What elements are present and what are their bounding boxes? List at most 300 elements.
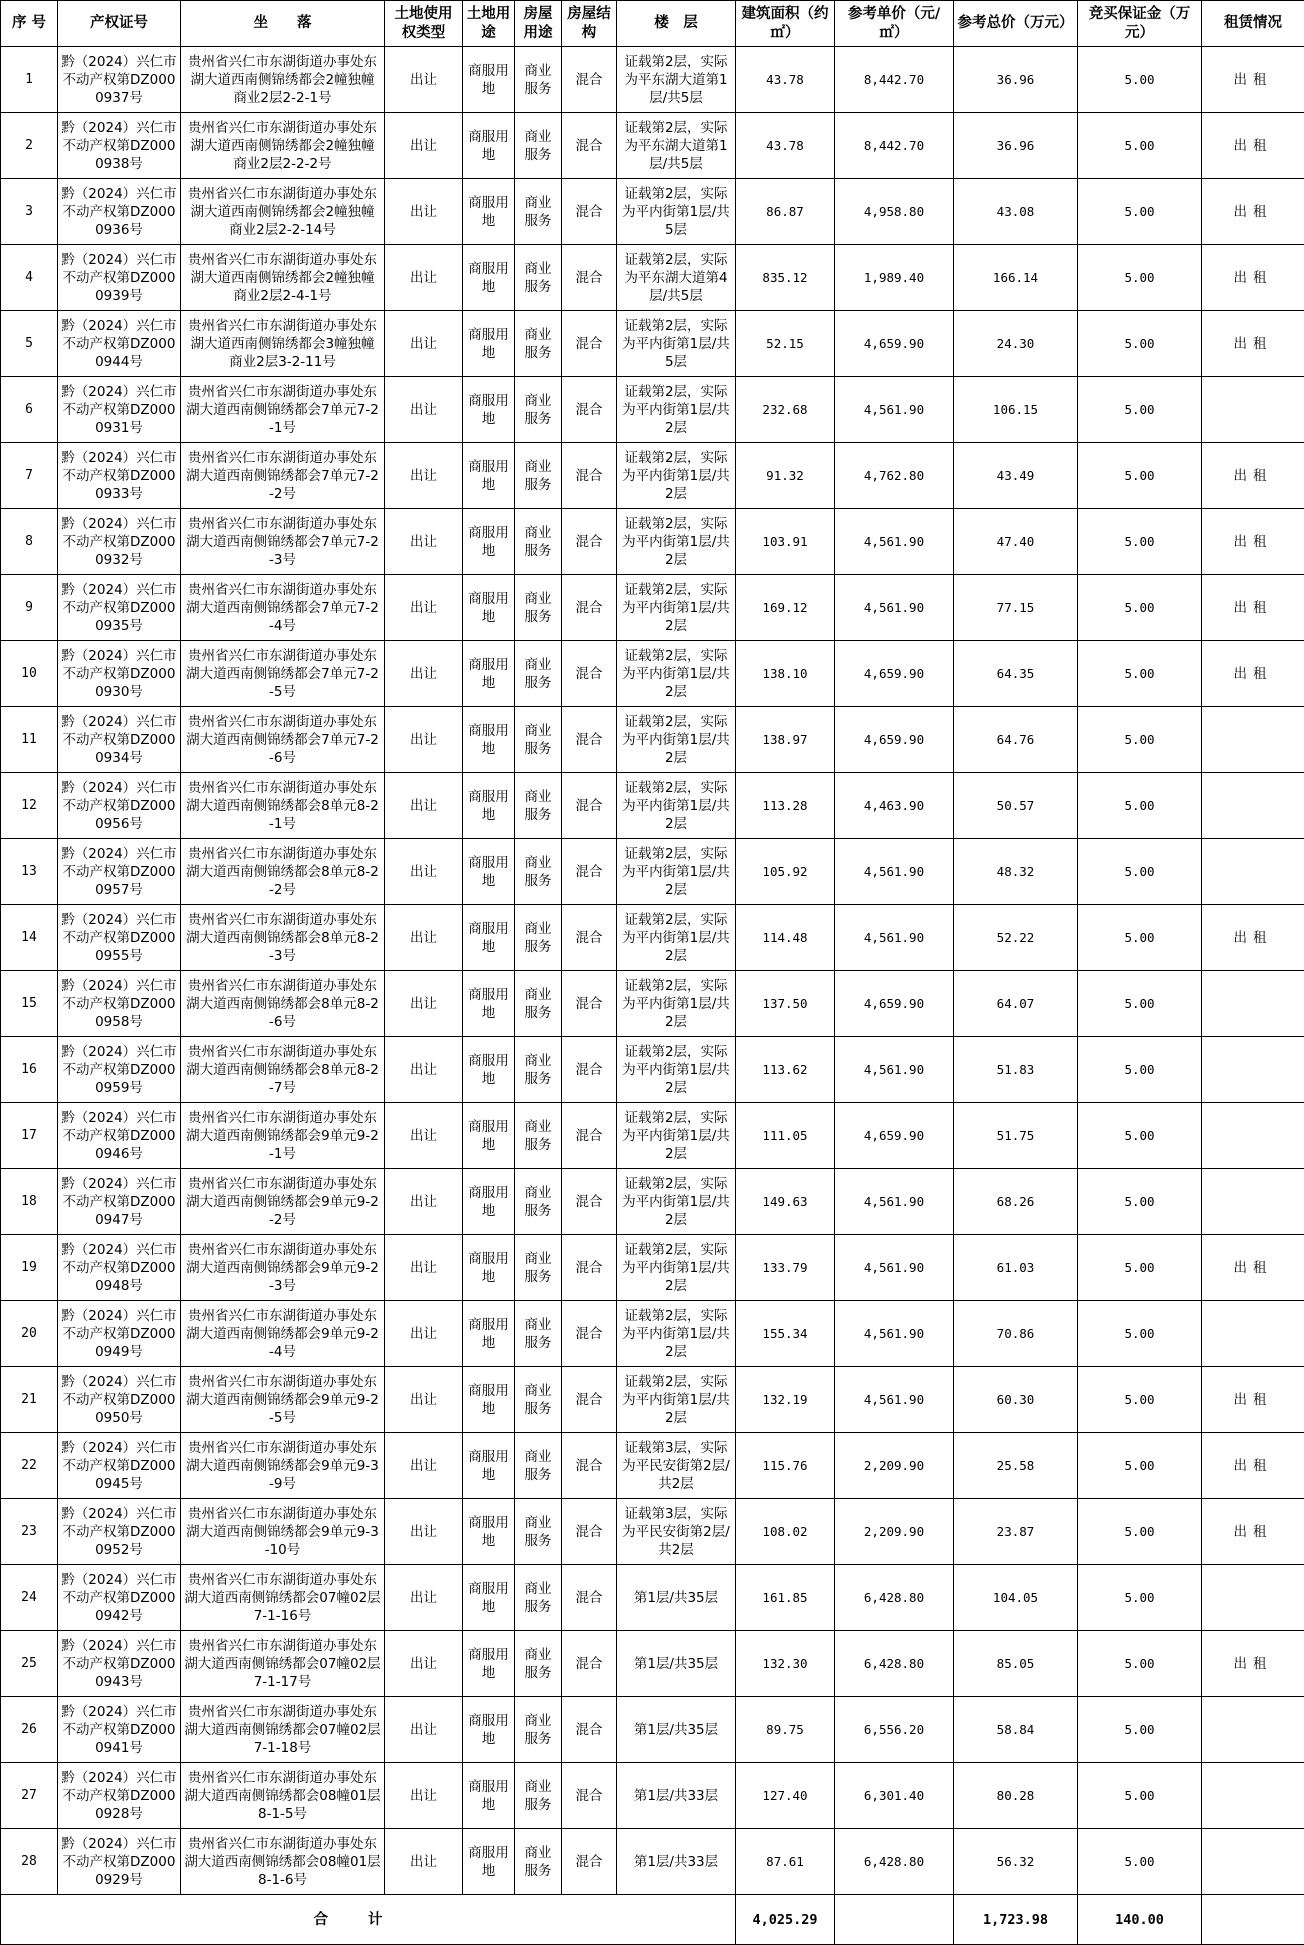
cell-cert-no: 黔（2024）兴仁市不动产权第DZ0000959号 <box>58 1037 181 1103</box>
table-row <box>1 443 1304 509</box>
cell-lease <box>1202 1697 1304 1763</box>
cell-deposit: 5.00 <box>1078 1829 1202 1895</box>
table-row <box>1 1697 1304 1763</box>
cell-area: 835.12 <box>736 245 835 311</box>
cell-house-use: 商业服务 <box>515 1829 562 1895</box>
header-deposit: 竞买保证金（万元） <box>1078 1 1202 47</box>
cell-deposit: 5.00 <box>1078 707 1202 773</box>
cell-seq: 11 <box>1 707 58 773</box>
cell-total-price: 64.76 <box>954 707 1078 773</box>
header-floor: 楼 层 <box>617 1 736 47</box>
cell-deposit: 5.00 <box>1078 839 1202 905</box>
cell-total-price: 60.30 <box>954 1367 1078 1433</box>
cell-location: 贵州省兴仁市东湖街道办事处东湖大道西南侧锦绣都会9单元9-2-5号 <box>181 1367 385 1433</box>
cell-lease: 出租 <box>1202 641 1304 707</box>
cell-unit-price: 4,463.90 <box>835 773 954 839</box>
cell-structure: 混合 <box>562 1433 617 1499</box>
cell-unit-price: 4,561.90 <box>835 1301 954 1367</box>
cell-seq: 27 <box>1 1763 58 1829</box>
cell-unit-price: 4,659.90 <box>835 707 954 773</box>
cell-land-right-type: 出让 <box>385 1235 463 1301</box>
total-label: 合计 <box>1 1895 736 1945</box>
cell-floor: 第1层/共35层 <box>617 1697 736 1763</box>
cell-location: 贵州省兴仁市东湖街道办事处东湖大道西南侧锦绣都会2幢独幢商业2层2-2-1号 <box>181 47 385 113</box>
cell-total-price: 25.58 <box>954 1433 1078 1499</box>
cell-house-use: 商业服务 <box>515 707 562 773</box>
cell-land-right-type: 出让 <box>385 179 463 245</box>
cell-deposit: 5.00 <box>1078 1301 1202 1367</box>
cell-seq: 12 <box>1 773 58 839</box>
cell-structure: 混合 <box>562 971 617 1037</box>
cell-house-use: 商业服务 <box>515 575 562 641</box>
cell-unit-price: 4,659.90 <box>835 311 954 377</box>
cell-house-use: 商业服务 <box>515 905 562 971</box>
cell-lease: 出租 <box>1202 575 1304 641</box>
cell-deposit: 5.00 <box>1078 311 1202 377</box>
cell-structure: 混合 <box>562 1763 617 1829</box>
cell-land-right-type: 出让 <box>385 1631 463 1697</box>
cell-unit-price: 4,561.90 <box>835 905 954 971</box>
cell-location: 贵州省兴仁市东湖街道办事处东湖大道西南侧锦绣都会08幢01层8-1-6号 <box>181 1829 385 1895</box>
cell-location: 贵州省兴仁市东湖街道办事处东湖大道西南侧锦绣都会07幢02层7-1-16号 <box>181 1565 385 1631</box>
cell-structure: 混合 <box>562 47 617 113</box>
cell-total-price: 85.05 <box>954 1631 1078 1697</box>
cell-deposit: 5.00 <box>1078 1037 1202 1103</box>
cell-land-right-type: 出让 <box>385 443 463 509</box>
table-row <box>1 1103 1304 1169</box>
cell-lease <box>1202 1829 1304 1895</box>
cell-floor: 证载第2层，实际为平内街第1层/共2层 <box>617 1235 736 1301</box>
header-lease: 租赁情况 <box>1202 1 1304 47</box>
cell-area: 43.78 <box>736 47 835 113</box>
cell-area: 132.30 <box>736 1631 835 1697</box>
cell-seq: 23 <box>1 1499 58 1565</box>
cell-deposit: 5.00 <box>1078 1235 1202 1301</box>
cell-house-use: 商业服务 <box>515 1037 562 1103</box>
cell-total-price: 166.14 <box>954 245 1078 311</box>
cell-area: 89.75 <box>736 1697 835 1763</box>
cell-total-price: 104.05 <box>954 1565 1078 1631</box>
cell-land-use: 商服用地 <box>463 1565 515 1631</box>
cell-deposit: 5.00 <box>1078 443 1202 509</box>
cell-area: 115.76 <box>736 1433 835 1499</box>
cell-location: 贵州省兴仁市东湖街道办事处东湖大道西南侧锦绣都会07幢02层7-1-18号 <box>181 1697 385 1763</box>
cell-lease <box>1202 1565 1304 1631</box>
cell-cert-no: 黔（2024）兴仁市不动产权第DZ0000934号 <box>58 707 181 773</box>
cell-land-right-type: 出让 <box>385 773 463 839</box>
cell-seq: 25 <box>1 1631 58 1697</box>
cell-location: 贵州省兴仁市东湖街道办事处东湖大道西南侧锦绣都会7单元7-2-6号 <box>181 707 385 773</box>
cell-house-use: 商业服务 <box>515 641 562 707</box>
header-area: 建筑面积（约㎡） <box>736 1 835 47</box>
cell-area: 103.91 <box>736 509 835 575</box>
cell-house-use: 商业服务 <box>515 1103 562 1169</box>
cell-land-right-type: 出让 <box>385 245 463 311</box>
cell-area: 113.28 <box>736 773 835 839</box>
cell-structure: 混合 <box>562 179 617 245</box>
cell-seq: 13 <box>1 839 58 905</box>
cell-floor: 证载第2层，实际为平内街第1层/共2层 <box>617 1301 736 1367</box>
table-row <box>1 1829 1304 1895</box>
cell-floor: 证载第2层，实际为平内街第1层/共2层 <box>617 1037 736 1103</box>
table-row <box>1 113 1304 179</box>
cell-land-use: 商服用地 <box>463 707 515 773</box>
cell-cert-no: 黔（2024）兴仁市不动产权第DZ0000935号 <box>58 575 181 641</box>
cell-seq: 17 <box>1 1103 58 1169</box>
cell-house-use: 商业服务 <box>515 839 562 905</box>
cell-unit-price: 4,762.80 <box>835 443 954 509</box>
cell-seq: 18 <box>1 1169 58 1235</box>
cell-seq: 15 <box>1 971 58 1037</box>
cell-total-price: 23.87 <box>954 1499 1078 1565</box>
cell-land-use: 商服用地 <box>463 1367 515 1433</box>
cell-unit-price: 4,561.90 <box>835 1367 954 1433</box>
cell-total-price: 64.35 <box>954 641 1078 707</box>
cell-structure: 混合 <box>562 773 617 839</box>
cell-house-use: 商业服务 <box>515 311 562 377</box>
cell-house-use: 商业服务 <box>515 773 562 839</box>
table-row <box>1 179 1304 245</box>
cell-house-use: 商业服务 <box>515 971 562 1037</box>
cell-lease <box>1202 971 1304 1037</box>
cell-location: 贵州省兴仁市东湖街道办事处东湖大道西南侧锦绣都会7单元7-2-1号 <box>181 377 385 443</box>
cell-location: 贵州省兴仁市东湖街道办事处东湖大道西南侧锦绣都会9单元9-2-3号 <box>181 1235 385 1301</box>
cell-total-price: 52.22 <box>954 905 1078 971</box>
cell-house-use: 商业服务 <box>515 47 562 113</box>
cell-seq: 2 <box>1 113 58 179</box>
cell-land-right-type: 出让 <box>385 839 463 905</box>
cell-structure: 混合 <box>562 377 617 443</box>
cell-land-right-type: 出让 <box>385 509 463 575</box>
cell-cert-no: 黔（2024）兴仁市不动产权第DZ0000939号 <box>58 245 181 311</box>
table-row <box>1 245 1304 311</box>
cell-unit-price: 4,561.90 <box>835 509 954 575</box>
cell-structure: 混合 <box>562 839 617 905</box>
cell-deposit: 5.00 <box>1078 1631 1202 1697</box>
total-lease <box>1202 1895 1304 1945</box>
cell-total-price: 80.28 <box>954 1763 1078 1829</box>
cell-location: 贵州省兴仁市东湖街道办事处东湖大道西南侧锦绣都会9单元9-2-2号 <box>181 1169 385 1235</box>
cell-house-use: 商业服务 <box>515 1697 562 1763</box>
cell-structure: 混合 <box>562 1697 617 1763</box>
cell-location: 贵州省兴仁市东湖街道办事处东湖大道西南侧锦绣都会8单元8-2-6号 <box>181 971 385 1037</box>
cell-floor: 第1层/共33层 <box>617 1829 736 1895</box>
cell-unit-price: 4,659.90 <box>835 971 954 1037</box>
cell-floor: 证载第2层，实际为平内街第1层/共2层 <box>617 377 736 443</box>
cell-floor: 证载第2层，实际为平内街第1层/共2层 <box>617 773 736 839</box>
cell-unit-price: 6,428.80 <box>835 1565 954 1631</box>
cell-unit-price: 8,442.70 <box>835 47 954 113</box>
cell-land-right-type: 出让 <box>385 905 463 971</box>
cell-land-right-type: 出让 <box>385 311 463 377</box>
cell-deposit: 5.00 <box>1078 641 1202 707</box>
cell-floor: 第1层/共33层 <box>617 1763 736 1829</box>
cell-land-use: 商服用地 <box>463 1235 515 1301</box>
cell-structure: 混合 <box>562 1037 617 1103</box>
cell-floor: 第1层/共35层 <box>617 1565 736 1631</box>
cell-area: 161.85 <box>736 1565 835 1631</box>
cell-structure: 混合 <box>562 245 617 311</box>
cell-seq: 5 <box>1 311 58 377</box>
cell-deposit: 5.00 <box>1078 47 1202 113</box>
cell-land-use: 商服用地 <box>463 839 515 905</box>
cell-land-right-type: 出让 <box>385 1037 463 1103</box>
cell-total-price: 43.49 <box>954 443 1078 509</box>
table-row <box>1 1565 1304 1631</box>
header-structure: 房屋结构 <box>562 1 617 47</box>
cell-land-use: 商服用地 <box>463 641 515 707</box>
cell-area: 43.78 <box>736 113 835 179</box>
cell-land-use: 商服用地 <box>463 245 515 311</box>
cell-total-price: 61.03 <box>954 1235 1078 1301</box>
table-row <box>1 47 1304 113</box>
table-row <box>1 905 1304 971</box>
cell-structure: 混合 <box>562 1367 617 1433</box>
cell-land-use: 商服用地 <box>463 1763 515 1829</box>
cell-floor: 证载第3层，实际为平民安街第2层/共2层 <box>617 1433 736 1499</box>
cell-floor: 证载第2层，实际为平东湖大道第1层/共5层 <box>617 47 736 113</box>
cell-deposit: 5.00 <box>1078 245 1202 311</box>
cell-lease: 出租 <box>1202 47 1304 113</box>
cell-area: 232.68 <box>736 377 835 443</box>
table-row <box>1 1169 1304 1235</box>
cell-land-use: 商服用地 <box>463 377 515 443</box>
cell-land-right-type: 出让 <box>385 575 463 641</box>
cell-house-use: 商业服务 <box>515 443 562 509</box>
cell-total-price: 36.96 <box>954 47 1078 113</box>
cell-structure: 混合 <box>562 1631 617 1697</box>
cell-land-use: 商服用地 <box>463 905 515 971</box>
cell-lease: 出租 <box>1202 113 1304 179</box>
cell-unit-price: 4,561.90 <box>835 839 954 905</box>
cell-total-price: 50.57 <box>954 773 1078 839</box>
cell-structure: 混合 <box>562 1499 617 1565</box>
cell-house-use: 商业服务 <box>515 1433 562 1499</box>
table-row <box>1 575 1304 641</box>
cell-area: 91.32 <box>736 443 835 509</box>
cell-floor: 第1层/共35层 <box>617 1631 736 1697</box>
table-row <box>1 839 1304 905</box>
cell-house-use: 商业服务 <box>515 509 562 575</box>
cell-house-use: 商业服务 <box>515 1631 562 1697</box>
header-house-use: 房屋用途 <box>515 1 562 47</box>
cell-cert-no: 黔（2024）兴仁市不动产权第DZ0000958号 <box>58 971 181 1037</box>
cell-location: 贵州省兴仁市东湖街道办事处东湖大道西南侧锦绣都会7单元7-2-4号 <box>181 575 385 641</box>
total-deposit: 140.00 <box>1078 1895 1202 1945</box>
cell-seq: 3 <box>1 179 58 245</box>
cell-land-right-type: 出让 <box>385 971 463 1037</box>
table-row <box>1 377 1304 443</box>
cell-land-right-type: 出让 <box>385 1169 463 1235</box>
cell-total-price: 48.32 <box>954 839 1078 905</box>
cell-cert-no: 黔（2024）兴仁市不动产权第DZ0000955号 <box>58 905 181 971</box>
cell-lease <box>1202 377 1304 443</box>
cell-structure: 混合 <box>562 113 617 179</box>
table-body <box>1 47 1304 1895</box>
cell-structure: 混合 <box>562 905 617 971</box>
cell-deposit: 5.00 <box>1078 575 1202 641</box>
cell-unit-price: 4,958.80 <box>835 179 954 245</box>
table-row <box>1 1433 1304 1499</box>
cell-area: 111.05 <box>736 1103 835 1169</box>
cell-lease <box>1202 1103 1304 1169</box>
cell-unit-price: 4,561.90 <box>835 575 954 641</box>
total-row <box>1 1895 1304 1945</box>
table-row <box>1 1499 1304 1565</box>
cell-land-right-type: 出让 <box>385 1829 463 1895</box>
cell-floor: 证载第2层，实际为平内街第1层/共2层 <box>617 575 736 641</box>
cell-seq: 24 <box>1 1565 58 1631</box>
cell-seq: 20 <box>1 1301 58 1367</box>
cell-location: 贵州省兴仁市东湖街道办事处东湖大道西南侧锦绣都会7单元7-2-2号 <box>181 443 385 509</box>
cell-house-use: 商业服务 <box>515 113 562 179</box>
cell-area: 86.87 <box>736 179 835 245</box>
cell-location: 贵州省兴仁市东湖街道办事处东湖大道西南侧锦绣都会9单元9-2-1号 <box>181 1103 385 1169</box>
cell-unit-price: 6,556.20 <box>835 1697 954 1763</box>
cell-area: 52.15 <box>736 311 835 377</box>
header-cert-no: 产权证号 <box>58 1 181 47</box>
cell-location: 贵州省兴仁市东湖街道办事处东湖大道西南侧锦绣都会7单元7-2-3号 <box>181 509 385 575</box>
cell-location: 贵州省兴仁市东湖街道办事处东湖大道西南侧锦绣都会3幢独幢商业2层3-2-11号 <box>181 311 385 377</box>
total-unit-price <box>835 1895 954 1945</box>
cell-lease: 出租 <box>1202 245 1304 311</box>
cell-land-right-type: 出让 <box>385 1565 463 1631</box>
cell-area: 127.40 <box>736 1763 835 1829</box>
cell-cert-no: 黔（2024）兴仁市不动产权第DZ0000949号 <box>58 1301 181 1367</box>
cell-land-use: 商服用地 <box>463 1433 515 1499</box>
cell-cert-no: 黔（2024）兴仁市不动产权第DZ0000946号 <box>58 1103 181 1169</box>
table-row <box>1 311 1304 377</box>
header-total-price: 参考总价（万元） <box>954 1 1078 47</box>
cell-lease <box>1202 1169 1304 1235</box>
cell-structure: 混合 <box>562 1829 617 1895</box>
cell-total-price: 58.84 <box>954 1697 1078 1763</box>
header-location: 坐 落 <box>181 1 385 47</box>
cell-cert-no: 黔（2024）兴仁市不动产权第DZ0000945号 <box>58 1433 181 1499</box>
cell-structure: 混合 <box>562 311 617 377</box>
cell-floor: 证载第2层，实际为平内街第1层/共2层 <box>617 509 736 575</box>
cell-floor: 证载第2层，实际为平内街第1层/共2层 <box>617 707 736 773</box>
cell-lease: 出租 <box>1202 1367 1304 1433</box>
cell-unit-price: 1,989.40 <box>835 245 954 311</box>
cell-land-right-type: 出让 <box>385 1103 463 1169</box>
cell-land-use: 商服用地 <box>463 1631 515 1697</box>
cell-floor: 证载第2层，实际为平内街第1层/共2层 <box>617 641 736 707</box>
header-row <box>1 1 1304 47</box>
cell-unit-price: 8,442.70 <box>835 113 954 179</box>
cell-area: 155.34 <box>736 1301 835 1367</box>
cell-area: 108.02 <box>736 1499 835 1565</box>
cell-location: 贵州省兴仁市东湖街道办事处东湖大道西南侧锦绣都会2幢独幢商业2层2-2-14号 <box>181 179 385 245</box>
cell-house-use: 商业服务 <box>515 1301 562 1367</box>
cell-area: 132.19 <box>736 1367 835 1433</box>
cell-floor: 证载第2层，实际为平内街第1层/共5层 <box>617 179 736 245</box>
cell-area: 138.10 <box>736 641 835 707</box>
cell-cert-no: 黔（2024）兴仁市不动产权第DZ0000947号 <box>58 1169 181 1235</box>
cell-deposit: 5.00 <box>1078 1103 1202 1169</box>
cell-lease <box>1202 1301 1304 1367</box>
cell-house-use: 商业服务 <box>515 1763 562 1829</box>
cell-structure: 混合 <box>562 641 617 707</box>
cell-lease: 出租 <box>1202 1433 1304 1499</box>
cell-seq: 7 <box>1 443 58 509</box>
table-row <box>1 773 1304 839</box>
cell-lease <box>1202 1037 1304 1103</box>
cell-total-price: 68.26 <box>954 1169 1078 1235</box>
table-row <box>1 707 1304 773</box>
cell-unit-price: 4,561.90 <box>835 1169 954 1235</box>
total-total-price: 1,723.98 <box>954 1895 1078 1945</box>
cell-floor: 证载第2层，实际为平内街第1层/共2层 <box>617 1103 736 1169</box>
cell-structure: 混合 <box>562 509 617 575</box>
cell-cert-no: 黔（2024）兴仁市不动产权第DZ0000938号 <box>58 113 181 179</box>
table-row <box>1 641 1304 707</box>
cell-total-price: 106.15 <box>954 377 1078 443</box>
cell-land-use: 商服用地 <box>463 773 515 839</box>
cell-lease: 出租 <box>1202 179 1304 245</box>
cell-structure: 混合 <box>562 1169 617 1235</box>
cell-total-price: 36.96 <box>954 113 1078 179</box>
cell-total-price: 43.08 <box>954 179 1078 245</box>
cell-land-use: 商服用地 <box>463 47 515 113</box>
cell-total-price: 47.40 <box>954 509 1078 575</box>
cell-house-use: 商业服务 <box>515 1565 562 1631</box>
cell-land-use: 商服用地 <box>463 443 515 509</box>
cell-floor: 证载第3层，实际为平民安街第2层/共2层 <box>617 1499 736 1565</box>
cell-land-use: 商服用地 <box>463 1169 515 1235</box>
cell-land-right-type: 出让 <box>385 707 463 773</box>
cell-total-price: 77.15 <box>954 575 1078 641</box>
cell-land-use: 商服用地 <box>463 1499 515 1565</box>
cell-area: 169.12 <box>736 575 835 641</box>
cell-cert-no: 黔（2024）兴仁市不动产权第DZ0000933号 <box>58 443 181 509</box>
cell-house-use: 商业服务 <box>515 179 562 245</box>
cell-area: 113.62 <box>736 1037 835 1103</box>
cell-seq: 26 <box>1 1697 58 1763</box>
header-land-use: 土地用途 <box>463 1 515 47</box>
cell-seq: 4 <box>1 245 58 311</box>
cell-lease <box>1202 773 1304 839</box>
table-row <box>1 1235 1304 1301</box>
cell-floor: 证载第2层，实际为平东湖大道第4层/共5层 <box>617 245 736 311</box>
cell-land-use: 商服用地 <box>463 1037 515 1103</box>
cell-unit-price: 2,209.90 <box>835 1499 954 1565</box>
cell-structure: 混合 <box>562 575 617 641</box>
cell-unit-price: 6,428.80 <box>835 1631 954 1697</box>
table-row <box>1 1037 1304 1103</box>
cell-land-right-type: 出让 <box>385 1763 463 1829</box>
cell-floor: 证载第2层，实际为平内街第1层/共2层 <box>617 971 736 1037</box>
cell-seq: 9 <box>1 575 58 641</box>
cell-deposit: 5.00 <box>1078 1565 1202 1631</box>
cell-land-use: 商服用地 <box>463 1301 515 1367</box>
cell-seq: 21 <box>1 1367 58 1433</box>
cell-lease: 出租 <box>1202 1631 1304 1697</box>
cell-location: 贵州省兴仁市东湖街道办事处东湖大道西南侧锦绣都会9单元9-2-4号 <box>181 1301 385 1367</box>
cell-area: 105.92 <box>736 839 835 905</box>
cell-area: 149.63 <box>736 1169 835 1235</box>
cell-lease: 出租 <box>1202 1499 1304 1565</box>
cell-land-use: 商服用地 <box>463 509 515 575</box>
cell-seq: 8 <box>1 509 58 575</box>
cell-land-use: 商服用地 <box>463 179 515 245</box>
table-row <box>1 1763 1304 1829</box>
cell-floor: 证载第2层，实际为平内街第1层/共2层 <box>617 443 736 509</box>
cell-house-use: 商业服务 <box>515 377 562 443</box>
cell-total-price: 51.75 <box>954 1103 1078 1169</box>
cell-land-use: 商服用地 <box>463 113 515 179</box>
cell-seq: 22 <box>1 1433 58 1499</box>
